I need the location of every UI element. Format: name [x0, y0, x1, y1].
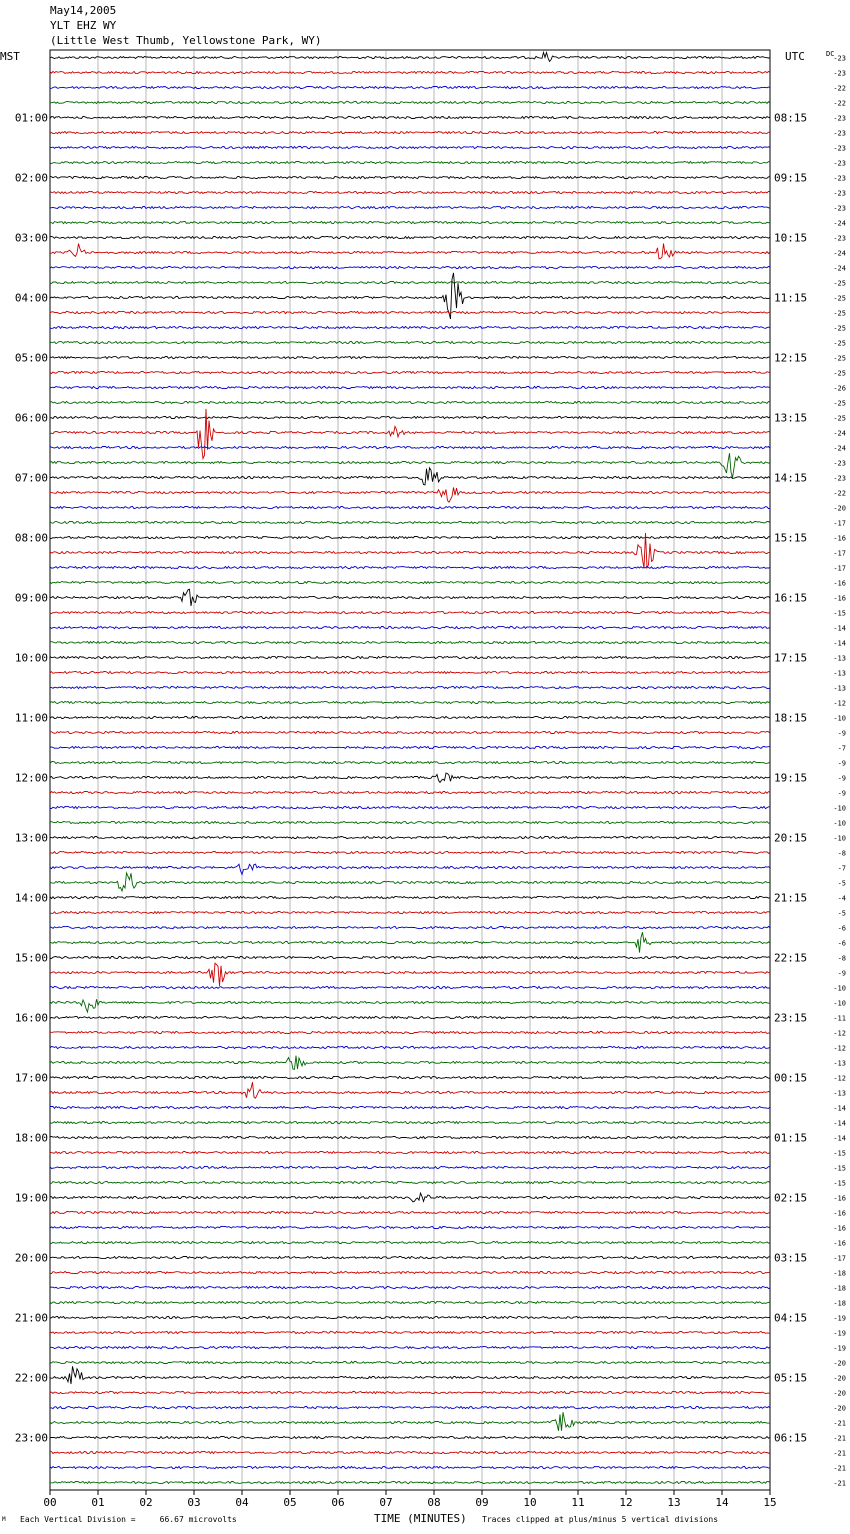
seismic-trace — [50, 536, 770, 538]
dc-offset-label: -10 — [833, 804, 846, 813]
seismic-trace — [50, 1151, 770, 1153]
dc-offset-label: -9 — [837, 969, 846, 978]
seismic-trace — [50, 1211, 770, 1213]
seismic-trace — [50, 1451, 770, 1453]
mst-hour-label: 14:00 — [14, 891, 48, 905]
dc-offset-label: -10 — [833, 999, 846, 1008]
dc-offset-label: -16 — [833, 579, 846, 588]
utc-hour-label: 11:15 — [774, 291, 808, 305]
dc-offset-label: -21 — [833, 1479, 846, 1488]
mst-hour-label: 01:00 — [14, 111, 48, 125]
dc-offset-label: -7 — [837, 864, 846, 873]
dc-offset-label: -16 — [833, 1209, 846, 1218]
x-tick-label: 01 — [91, 1496, 105, 1509]
seismic-trace — [50, 731, 770, 733]
dc-offset-label: -14 — [833, 1134, 846, 1143]
dc-offset-labels — [833, 55, 846, 1488]
grid-lines — [98, 50, 722, 1490]
seismic-trace — [50, 1366, 770, 1384]
dc-offset-label: -13 — [833, 1089, 846, 1098]
dc-offset-label: -6 — [837, 939, 846, 948]
seismic-trace — [50, 791, 770, 793]
seismic-trace — [50, 836, 770, 838]
seismic-trace — [50, 581, 770, 583]
utc-hour-label: 23:15 — [774, 1011, 808, 1025]
dc-offset-label: -14 — [833, 1119, 846, 1128]
dc-offset-label: -23 — [833, 69, 846, 78]
dc-offset-label: -21 — [833, 1419, 846, 1428]
dc-offset-label: -23 — [833, 234, 846, 243]
dc-offset-label: -22 — [833, 84, 846, 93]
seismic-trace — [50, 701, 770, 703]
seismic-trace — [50, 821, 770, 823]
seismic-trace — [50, 1166, 770, 1168]
seismic-trace — [50, 488, 770, 503]
mst-hour-label: 04:00 — [14, 291, 48, 305]
dc-offset-label: -7 — [837, 744, 846, 753]
dc-offset-label: -23 — [833, 114, 846, 123]
seismic-trace — [50, 453, 770, 478]
dc-offset-label: -21 — [833, 1464, 846, 1473]
dc-offset-label: -5 — [837, 879, 846, 888]
seismic-trace — [50, 1121, 770, 1123]
dc-offset-label: -20 — [833, 504, 846, 513]
mst-hour-label: 16:00 — [14, 1011, 48, 1025]
utc-hour-label: 16:15 — [774, 591, 808, 605]
dc-offset-label: -23 — [833, 129, 846, 138]
utc-hour-label: 15:15 — [774, 531, 808, 545]
dc-offset-label: -16 — [833, 1239, 846, 1248]
utc-hour-label: 13:15 — [774, 411, 808, 425]
seismic-trace — [50, 956, 770, 958]
dc-offset-label: -9 — [837, 774, 846, 783]
dc-offset-label: -16 — [833, 534, 846, 543]
dc-offset-label: -17 — [833, 519, 846, 528]
seismic-trace — [50, 926, 770, 928]
mst-hour-label: 11:00 — [14, 711, 48, 725]
mst-hour-label: 08:00 — [14, 531, 48, 545]
dc-offset-label: -18 — [833, 1284, 846, 1293]
vertical-division-note: Each Vertical Division = 66.67 microvolts — [20, 1515, 237, 1524]
seismic-trace — [50, 206, 770, 208]
dc-offset-label: -23 — [833, 189, 846, 198]
utc-hour-label: 14:15 — [774, 471, 808, 485]
dc-offset-label: -12 — [833, 1074, 846, 1083]
dc-offset-label: -19 — [833, 1329, 846, 1338]
clip-note: Traces clipped at plus/minus 5 vertical divisions — [482, 1515, 719, 1524]
seismic-trace — [50, 1286, 770, 1288]
dc-offset-label: -23 — [833, 174, 846, 183]
mst-hour-label: 22:00 — [14, 1371, 48, 1385]
seismic-trace — [50, 1106, 770, 1108]
seismic-trace — [50, 761, 770, 763]
header-date: May14,2005 — [50, 4, 117, 17]
dc-offset-label: -24 — [833, 264, 846, 273]
seismic-trace — [50, 851, 770, 853]
mst-hour-label: 17:00 — [14, 1071, 48, 1085]
seismic-trace — [50, 1391, 770, 1393]
left-hour-labels — [15, 112, 48, 1445]
dc-offset-label: -25 — [833, 414, 846, 423]
seismic-trace — [50, 341, 770, 343]
seismic-trace — [50, 1412, 770, 1431]
seismic-trace — [50, 416, 770, 418]
utc-hour-label: 05:15 — [774, 1371, 808, 1385]
header-station: YLT EHZ WY — [50, 19, 117, 32]
seismic-trace — [50, 1316, 770, 1318]
dc-offset-label: -9 — [837, 789, 846, 798]
dc-offset-label: -25 — [833, 369, 846, 378]
seismic-trace — [50, 566, 770, 568]
dc-offset-label: -18 — [833, 1269, 846, 1278]
dc-offset-label: -13 — [833, 654, 846, 663]
x-tick-label: 02 — [139, 1496, 153, 1509]
dc-offset-label: -12 — [833, 1044, 846, 1053]
seismic-trace — [50, 864, 770, 874]
mst-hour-label: 23:00 — [14, 1431, 48, 1445]
x-tick-label: 12 — [619, 1496, 633, 1509]
dc-offset-label: -11 — [833, 1014, 846, 1023]
seismic-trace — [50, 1406, 770, 1408]
seismic-trace — [50, 1076, 770, 1078]
dc-offset-label: -13 — [833, 684, 846, 693]
dc-offset-label: -19 — [833, 1344, 846, 1353]
dc-offset-label: -24 — [833, 429, 846, 438]
seismic-trace — [50, 52, 770, 61]
seismic-trace — [50, 589, 770, 606]
dc-offset-label: -20 — [833, 1374, 846, 1383]
seismic-trace — [50, 311, 770, 313]
x-axis-ticks — [43, 1490, 776, 1509]
seismic-trace — [50, 1256, 770, 1258]
right-timezone-label: UTC — [785, 50, 805, 63]
dc-offset-label: -25 — [833, 339, 846, 348]
dc-offset-label: -20 — [833, 1389, 846, 1398]
seismic-trace — [50, 266, 770, 268]
x-tick-label: 08 — [427, 1496, 441, 1509]
plot-frame — [50, 50, 770, 1490]
seismic-trace — [50, 1193, 770, 1202]
header-location: (Little West Thumb, Yellowstone Park, WY) — [50, 34, 322, 47]
dc-offset-label: -15 — [833, 1164, 846, 1173]
dc-offset-label: -16 — [833, 1194, 846, 1203]
seismic-trace — [50, 626, 770, 628]
dc-offset-label: -17 — [833, 549, 846, 558]
dc-offset-label: -13 — [833, 1059, 846, 1068]
mst-hour-label: 03:00 — [14, 231, 48, 245]
utc-hour-label: 17:15 — [774, 651, 808, 665]
dc-offset-label: -5 — [837, 909, 846, 918]
seismic-trace — [50, 86, 770, 88]
mst-hour-label: 09:00 — [14, 591, 48, 605]
dc-offset-label: -24 — [833, 219, 846, 228]
dc-offset-label: -25 — [833, 354, 846, 363]
dc-offset-label: -16 — [833, 1224, 846, 1233]
x-tick-label: 00 — [43, 1496, 57, 1509]
utc-hour-label: 10:15 — [774, 231, 808, 245]
dc-offset-label: -25 — [833, 279, 846, 288]
dc-offset-label: -9 — [837, 729, 846, 738]
dc-offset-label: -10 — [833, 984, 846, 993]
seismic-trace — [50, 386, 770, 388]
dc-offset-label: -14 — [833, 639, 846, 648]
dc-offset-label: -15 — [833, 609, 846, 618]
seismic-trace — [50, 1481, 770, 1483]
seismic-trace — [50, 176, 770, 178]
dc-offset-label: -23 — [833, 144, 846, 153]
dc-offset-label: -23 — [833, 54, 846, 63]
dc-offset-label: -20 — [833, 1404, 846, 1413]
dc-offset-label: -25 — [833, 399, 846, 408]
mst-hour-label: 20:00 — [14, 1251, 48, 1265]
seismic-trace — [50, 999, 770, 1012]
seismic-trace — [50, 1436, 770, 1438]
seismic-trace — [50, 468, 770, 485]
seismic-trace — [50, 932, 770, 952]
seismic-trace — [50, 656, 770, 658]
seismic-trace — [50, 1346, 770, 1348]
x-tick-label: 10 — [523, 1496, 537, 1509]
utc-hour-label: 20:15 — [774, 831, 808, 845]
seismic-trace — [50, 371, 770, 373]
utc-hour-label: 19:15 — [774, 771, 808, 785]
seismic-trace — [50, 1226, 770, 1228]
seismic-trace — [50, 161, 770, 163]
dc-offset-label: -25 — [833, 324, 846, 333]
mst-hour-label: 06:00 — [14, 411, 48, 425]
mst-hour-label: 19:00 — [14, 1191, 48, 1205]
dc-offset-label: -21 — [833, 1449, 846, 1458]
x-axis-title: TIME (MINUTES) — [374, 1512, 467, 1525]
dc-offset-label: -10 — [833, 714, 846, 723]
mst-hour-label: 05:00 — [14, 351, 48, 365]
x-tick-label: 05 — [283, 1496, 297, 1509]
utc-hour-label: 21:15 — [774, 891, 808, 905]
mst-hour-label: 02:00 — [14, 171, 48, 185]
dc-offset-label: -8 — [837, 954, 846, 963]
seismic-trace — [50, 1136, 770, 1138]
x-tick-label: 04 — [235, 1496, 249, 1509]
seismic-trace — [50, 191, 770, 193]
x-tick-label: 09 — [475, 1496, 489, 1509]
mst-hour-label: 18:00 — [14, 1131, 48, 1145]
x-tick-label: 13 — [667, 1496, 681, 1509]
dc-offset-label: -12 — [833, 1029, 846, 1038]
seismic-trace — [50, 1056, 770, 1070]
mst-hour-label: 13:00 — [14, 831, 48, 845]
seismic-trace — [50, 446, 770, 448]
mst-hour-label: 21:00 — [14, 1311, 48, 1325]
dc-offset-label: -23 — [833, 204, 846, 213]
seismic-trace — [50, 611, 770, 613]
seismic-trace — [50, 1361, 770, 1363]
seismic-trace — [50, 746, 770, 748]
seismic-trace — [50, 221, 770, 223]
dc-offset-label: -23 — [833, 459, 846, 468]
seismic-trace — [50, 146, 770, 148]
right-hour-labels — [774, 112, 807, 1445]
seismic-trace — [50, 506, 770, 508]
dc-offset-label: -17 — [833, 564, 846, 573]
dc-offset-label: -25 — [833, 309, 846, 318]
seismic-trace — [50, 1031, 770, 1033]
corner-mark: M — [2, 1516, 6, 1523]
utc-hour-label: 08:15 — [774, 111, 808, 125]
mst-hour-label: 15:00 — [14, 951, 48, 965]
seismic-trace — [50, 986, 770, 988]
seismic-trace — [50, 131, 770, 133]
dc-offset-label: -24 — [833, 249, 846, 258]
dc-offset-label: -26 — [833, 384, 846, 393]
seismic-trace — [50, 1016, 770, 1018]
x-tick-label: 14 — [715, 1496, 729, 1509]
utc-hour-label: 00:15 — [774, 1071, 808, 1085]
utc-hour-label: 04:15 — [774, 1311, 808, 1325]
dc-offset-label: -23 — [833, 474, 846, 483]
dc-offset-label: -16 — [833, 594, 846, 603]
seismic-trace — [50, 716, 770, 718]
dc-offset-label: -15 — [833, 1149, 846, 1158]
x-tick-label: 07 — [379, 1496, 393, 1509]
utc-hour-label: 06:15 — [774, 1431, 808, 1445]
seismic-trace — [50, 963, 770, 986]
seismic-trace — [50, 236, 770, 238]
dc-offset-label: -18 — [833, 1299, 846, 1308]
seismic-trace — [50, 521, 770, 523]
dc-offset-label: -22 — [833, 489, 846, 498]
utc-hour-label: 18:15 — [774, 711, 808, 725]
seismic-trace — [50, 326, 770, 328]
seismic-trace — [50, 244, 770, 259]
mst-hour-label: 07:00 — [14, 471, 48, 485]
x-tick-label: 11 — [571, 1496, 585, 1509]
left-timezone-label: MST — [0, 50, 20, 63]
dc-offset-label: -20 — [833, 1359, 846, 1368]
dc-offset-label: -8 — [837, 849, 846, 858]
x-tick-label: 15 — [763, 1496, 777, 1509]
trace-group — [50, 52, 770, 1483]
dc-offset-label: -21 — [833, 1434, 846, 1443]
mst-hour-label: 12:00 — [14, 771, 48, 785]
utc-hour-label: 12:15 — [774, 351, 808, 365]
dc-offset-label: -25 — [833, 294, 846, 303]
seismic-trace — [50, 671, 770, 673]
dc-offset-label: -13 — [833, 669, 846, 678]
seismic-trace — [50, 1466, 770, 1468]
seismic-trace — [50, 1181, 770, 1183]
seismic-trace — [50, 101, 770, 103]
seismic-trace — [50, 71, 770, 73]
mst-hour-label: 10:00 — [14, 651, 48, 665]
dc-offset-label: -22 — [833, 99, 846, 108]
dc-offset-label: -17 — [833, 1254, 846, 1263]
x-tick-label: 06 — [331, 1496, 345, 1509]
utc-hour-label: 09:15 — [774, 171, 808, 185]
seismic-trace — [50, 896, 770, 898]
seismic-trace — [50, 116, 770, 118]
dc-offset-label: -15 — [833, 1179, 846, 1188]
dc-offset-label: -9 — [837, 759, 846, 768]
dc-offset-label: -19 — [833, 1314, 846, 1323]
seismic-trace — [50, 1331, 770, 1333]
dc-offset-label: -14 — [833, 1104, 846, 1113]
utc-hour-label: 01:15 — [774, 1131, 808, 1145]
seismic-trace — [50, 686, 770, 688]
seismic-trace — [50, 281, 770, 283]
dc-offset-label: -23 — [833, 159, 846, 168]
seismic-trace — [50, 1271, 770, 1273]
seismic-trace — [50, 873, 770, 891]
seismic-trace — [50, 1046, 770, 1048]
dc-offset-label: -10 — [833, 834, 846, 843]
seismic-trace — [50, 773, 770, 783]
dc-offset-label: -10 — [833, 819, 846, 828]
dc-offset-label: -14 — [833, 624, 846, 633]
seismic-trace — [50, 356, 770, 358]
seismic-trace — [50, 641, 770, 643]
seismic-trace — [50, 1082, 770, 1098]
dc-offset-label: -4 — [837, 894, 846, 903]
seismic-trace — [50, 1241, 770, 1243]
utc-hour-label: 03:15 — [774, 1251, 808, 1265]
seismic-trace — [50, 911, 770, 913]
seismic-trace — [50, 1301, 770, 1303]
seismic-trace — [50, 806, 770, 808]
seismic-trace — [50, 401, 770, 403]
utc-hour-label: 22:15 — [774, 951, 808, 965]
seismic-trace — [50, 409, 770, 459]
utc-hour-label: 02:15 — [774, 1191, 808, 1205]
dc-header-label: DC — [826, 50, 835, 58]
dc-offset-label: -6 — [837, 924, 846, 933]
dc-offset-label: -24 — [833, 444, 846, 453]
x-tick-label: 03 — [187, 1496, 201, 1509]
dc-offset-label: -12 — [833, 699, 846, 708]
